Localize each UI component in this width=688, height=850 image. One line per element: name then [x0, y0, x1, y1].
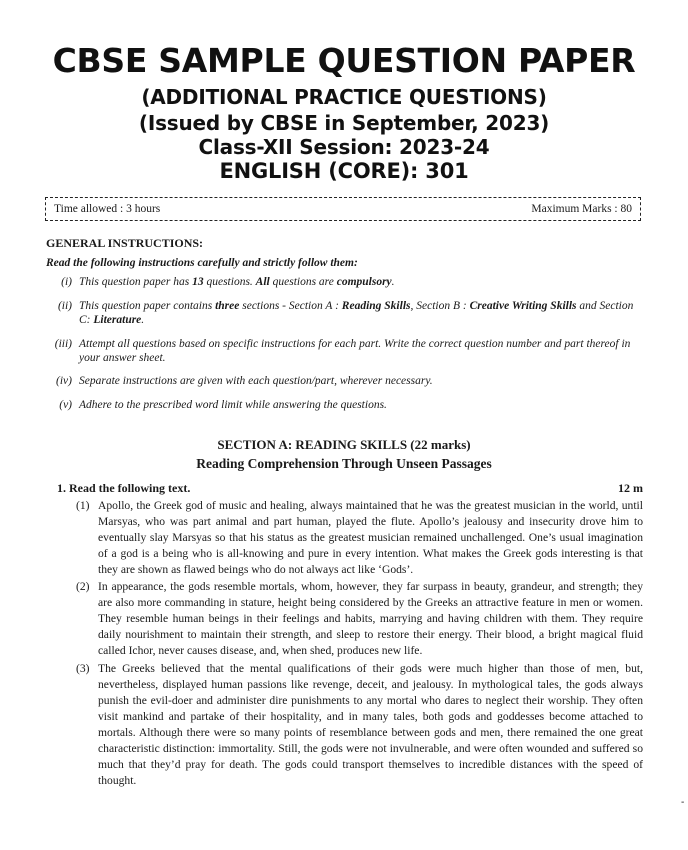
passage-paragraph	[76, 661, 643, 789]
instruction-text: This question paper contains three sections - Section A : Reading Skills, Section B : Creative Writing Skills and Section C: Literature.	[79, 300, 634, 326]
paper-title: CBSE SAMPLE QUESTION PAPER	[52, 41, 636, 80]
paragraph-text: Apollo, the Greek god of music and healing, always maintained that he was the greatest musician in the world, until Marsyas, who was part animal and part human, played the flute. Apollo’s jealousy and insecurity drove him to eventually slay Marsyas so that his status as the greatest musician remained unchallenged. One’s usual imagination of a god is a being who is all-knowing and pure in every intention. What makes the Greek gods interesting is that they are shown as flawed beings who do not always act like ‘Gods’.	[98, 499, 643, 576]
instruction-item	[46, 299, 646, 327]
maximum-marks: Maximum Marks : 80	[531, 203, 632, 215]
instruction-text: This question paper has 13 questions. All questions are compulsory.	[79, 276, 395, 288]
question-marks: 12 m	[618, 481, 643, 495]
paper-subtitle-practice: (ADDITIONAL PRACTICE QUESTIONS)	[141, 85, 547, 109]
time-allowed: Time allowed : 3 hours	[54, 203, 161, 215]
paragraph-number: (3)	[76, 662, 90, 675]
instruction-text: Attempt all questions based on specific instructions for each part. Write the correct question number and part thereof in your answer sheet.	[79, 338, 631, 364]
paper-subject: ENGLISH (CORE): 301	[219, 159, 469, 183]
passage-paragraph	[76, 498, 643, 578]
question-header	[57, 481, 643, 496]
paragraph-text: In appearance, the gods resemble mortals, whom, however, they far surpass in beauty, grandeur, and strength; they are also more commanding in stature, height being considered by the Greeks an attractive feature in men or women. They resemble human beings in their feelings and habits, marrying and having children with them. They require daily nourishment to maintain their strength, and sleep to restore their energy. Their blood, a bright magical fluid called Ichor, never causes disease, and, when shed, produces new life.	[98, 580, 643, 657]
paragraph-number: (1)	[76, 499, 90, 512]
time-marks-box	[45, 197, 641, 221]
instruction-number: (iii)	[54, 338, 72, 350]
paper-subtitle-issued: (Issued by CBSE in September, 2023)	[138, 111, 550, 135]
passage-paragraph	[76, 579, 643, 659]
section-title: SECTION A: READING SKILLS (22 marks)	[217, 437, 471, 452]
paper-subtitle-class: Class-XII Session: 2023-24	[198, 135, 490, 159]
general-instructions-lead: Read the following instructions carefully and strictly follow them:	[46, 257, 358, 269]
instruction-text: Adhere to the prescribed word limit while answering the questions.	[79, 399, 387, 411]
question-label: 1. Read the following text.	[57, 481, 191, 495]
instruction-number: (v)	[59, 399, 72, 411]
instruction-item	[46, 337, 646, 365]
paragraph-text: The Greeks believed that the mental qualifications of their gods were much higher than those of men, but, nevertheless, displayed human passions like revenge, deceit, and jealousy. In mythological tales, the gods always punish the evil-doer and administer dire punishments to any mortal who dares to neglect their worship. They often visit mankind and partake of their hospitality, and in many tales, both gods and goddesses become attached to mortals. Although there were so many points of resemblance between gods and men, there remained the one great characteristic distinction: immortality. Still, the gods were not invulnerable, and were often wounded and suffered so much that they’d pray for death. The gods could transport themselves to incredible distances with the speed of thought.	[98, 662, 643, 787]
section-subtitle: Reading Comprehension Through Unseen Passages	[196, 456, 492, 471]
instruction-item	[46, 374, 646, 388]
instruction-text: Separate instructions are given with each question/part, wherever necessary.	[79, 375, 433, 387]
instruction-number: (iv)	[56, 375, 72, 387]
instruction-item	[46, 398, 646, 412]
paragraph-number: (2)	[76, 580, 90, 593]
instruction-number: (ii)	[57, 300, 72, 312]
general-instructions-title: GENERAL INSTRUCTIONS:	[46, 236, 204, 250]
edge-mark: -	[681, 797, 685, 808]
instruction-number: (i)	[61, 276, 72, 288]
instruction-item	[46, 275, 646, 289]
